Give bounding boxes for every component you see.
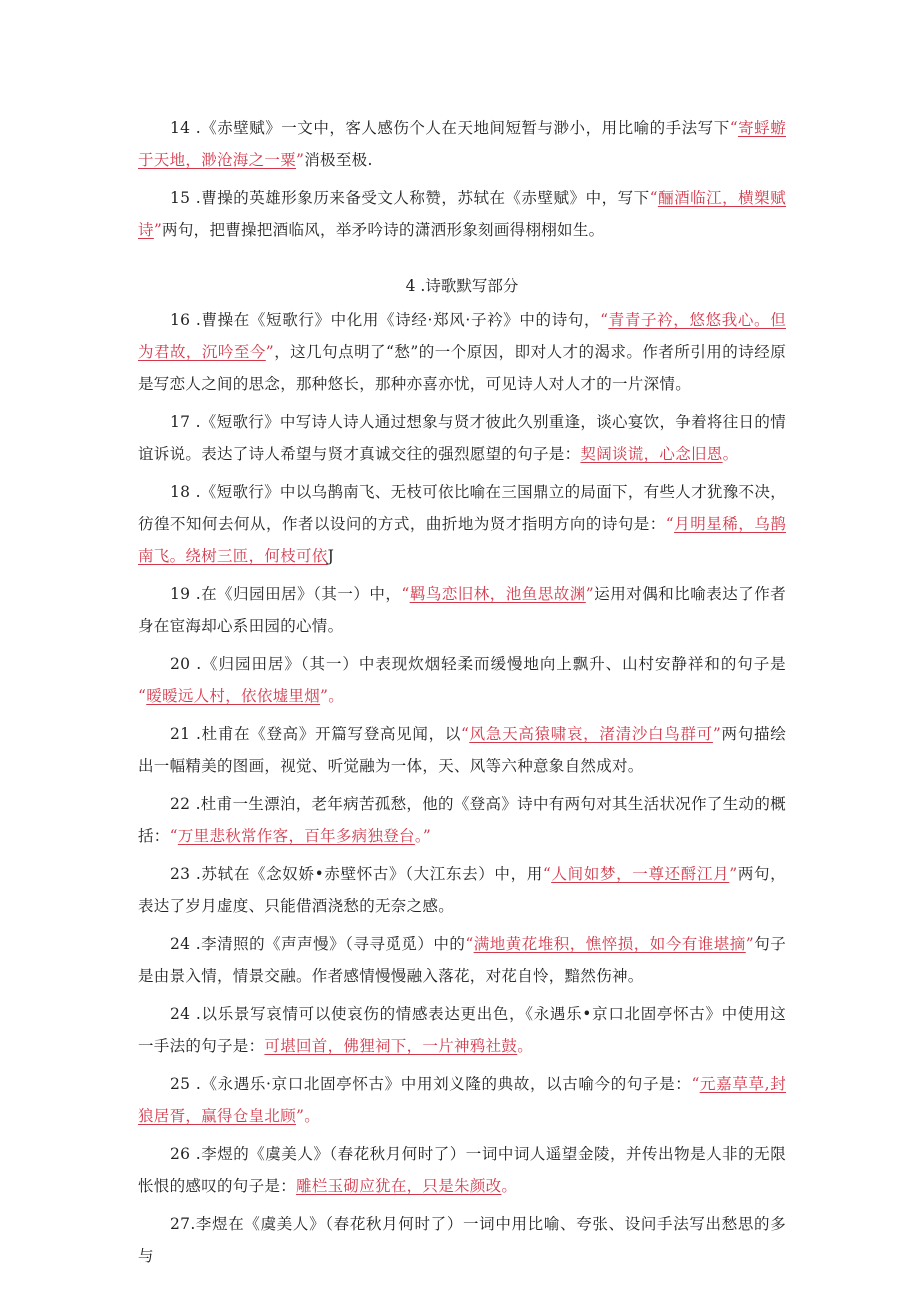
question-text: 19 .在《归园田居》（其一）中， [170, 585, 402, 603]
answer-text: 万里悲秋常作客，百年多病独登台 [177, 827, 415, 845]
quote-open: “ [465, 935, 474, 953]
question-text: 27.李煜在《虞美人》（春花秋月何时了）一词中用比喻、夸张、设问手法写出愁思的多与 [138, 1215, 786, 1265]
answer-text: 人间如梦，一尊还酹江月 [551, 865, 730, 883]
answer-text: 元嘉草草,封狼居胥，赢得仓皇北顾 [138, 1075, 786, 1125]
question-text: 22 .杜甫一生漂泊，老年病苦孤愁，他的《登高》诗中有两句对其生活状况作了生动的概括： [138, 795, 786, 845]
question-text: 24 .以乐景写哀情可以使哀伤的情感表达更出色，《永遇乐•京口北固亭怀古》中使用这一手法的句子是： [138, 1005, 786, 1055]
answer-text: 满地黄花堆积，憔悴损，如今有谁堪摘 [473, 935, 746, 953]
quote-open: “ [401, 585, 410, 603]
quote-open: “ [461, 725, 470, 743]
quote-open: “ [729, 119, 738, 137]
answer-text: 寄蜉蝣于天地，渺沧海之一粟 [138, 119, 786, 169]
answer-text: 风急天高猿啸哀，渚清沙白鸟群可 [469, 725, 713, 743]
quote-open: “ [665, 515, 675, 533]
quote-close: ” [712, 725, 722, 743]
question-text: 15 .曹操的英雄形象历来备受文人称赞，苏轼在《赤壁赋》中，写下 [170, 189, 650, 207]
answer-text: 青青子衿，悠悠我心。但为君故，沉吟至今 [138, 311, 786, 361]
question-14 [138, 112, 786, 176]
question-22 [138, 788, 786, 852]
quote-close: ” [745, 935, 754, 953]
question-24b [138, 998, 786, 1062]
quote-open: “ [600, 311, 609, 329]
quote-close: ” [265, 343, 275, 361]
question-text: 25 .《永遇乐·京口北固亭怀古》中用刘义隆的典故，以古喻今的句子是： [170, 1075, 692, 1093]
quote-open: “ [691, 1075, 700, 1093]
quote-close: ” [153, 221, 163, 239]
question-tail: ，这几句点明了“愁”的一个原因，即对人才的渴求。作者所引用的诗经原是写恋人之间的思念，那种悠长，那种亦喜亦忧，可见诗人对人才的一片深情。 [138, 343, 786, 393]
quote-close: ”。 [296, 1107, 321, 1125]
question-tail: J [327, 547, 335, 565]
question-tail: 两句描绘出一幅精美的图画，视觉、听觉融为一体，天、风等六种意象自然成对。 [138, 725, 786, 775]
question-text: 21 .杜甫在《登高》开篇写登高见闻，以 [170, 725, 462, 743]
question-text: 24 .李清照的《声声慢》（寻寻觅觅）中的 [170, 935, 466, 953]
quote-close: ”。 [320, 687, 345, 705]
quote-close: 。 [722, 445, 739, 463]
question-21 [138, 718, 786, 782]
question-text: 17 .《短歌行》中写诗人诗人通过想象与贤才彼此久别重逢，谈心宴饮，争着将往日的情谊诉说。表达了诗人希望与贤才真诚交往的强烈愿望的句子是： [138, 413, 786, 463]
question-tail: 消极至极. [304, 151, 373, 169]
answer-text: 可堪回首，佛狸祠下，一片神鸦社鼓 [264, 1037, 518, 1055]
question-18 [138, 476, 786, 572]
question-list [138, 112, 786, 1278]
question-19 [138, 578, 786, 642]
question-26 [138, 1138, 786, 1202]
question-tail: 两句，表达了岁月虚度、只能借酒浇愁的无奈之感。 [138, 865, 786, 915]
question-text: 20 .《归园田居》（其一）中表现炊烟轻柔而缓慢地向上飘升、山村安静祥和的句子是 [170, 655, 786, 673]
answer-text: 暧暧远人村，依依墟里烟 [146, 687, 321, 705]
quote-close: ” [729, 865, 738, 883]
quote-open: “ [649, 189, 658, 207]
question-27 [138, 1208, 786, 1272]
answer-text: 酾酒临江，横槊赋诗 [138, 189, 786, 239]
answer-text: 月明星稀，乌鹊南飞。绕树三匝，何枝可依 [138, 515, 786, 565]
quote-close: ” [585, 585, 595, 603]
question-tail: 两句，把曹操把酒临风，举矛吟诗的潇洒形象刻画得栩栩如生。 [162, 221, 605, 239]
question-text: 14 .《赤壁赋》一文中，客人感伤个人在天地间短暂与渺小，用比喻的手法写下 [170, 119, 730, 137]
quote-close: ” [296, 151, 305, 169]
answer-text: 雕栏玉砌应犹在，只是朱颜改 [296, 1177, 502, 1195]
section-title: 4 .诗歌默写部分 [405, 277, 519, 295]
question-23 [138, 858, 786, 922]
quote-close: 。 [517, 1037, 534, 1055]
answer-text: 羁鸟恋旧林，池鱼思故渊 [409, 585, 586, 603]
quote-close: 。 [501, 1177, 518, 1195]
quote-open: “ [169, 827, 178, 845]
question-tail: 运用对偶和比喻表达了作者身在宦海却心系田园的心情。 [138, 585, 786, 635]
question-15 [138, 182, 786, 246]
question-text: 18 .《短歌行》中以乌鹊南飞、无枝可依比喻在三国鼎立的局面下，有些人才犹豫不决，彷徨不知何去何从，作者以设问的方式，曲折地为贤才指明方向的诗句是： [138, 483, 786, 533]
question-tail: 句子是由景入情，情景交融。作者感情慢慢融入落花，对花自怜，黯然伤神。 [138, 935, 786, 985]
question-25 [138, 1068, 786, 1132]
question-text: 26 .李煜的《虞美人》（春花秋月何时了）一词中词人遥望金陵，并传出物是人非的无限怅恨的感叹的句子是： [138, 1145, 786, 1195]
question-16 [138, 304, 786, 400]
quote-close: 。” [414, 827, 432, 845]
answer-text: 契阔谈谎，心念旧恩 [580, 445, 723, 463]
question-20 [138, 648, 786, 712]
question-text: 16 .曹操在《短歌行》中化用《诗经·郑风·子衿》中的诗句， [170, 311, 601, 329]
quote-open: “ [542, 865, 552, 883]
question-text: 23 .苏轼在《念奴娇•赤壁怀古》（大江东去）中，用 [170, 865, 543, 883]
question-24a [138, 928, 786, 992]
quote-open: “ [138, 687, 147, 705]
question-17 [138, 406, 786, 470]
